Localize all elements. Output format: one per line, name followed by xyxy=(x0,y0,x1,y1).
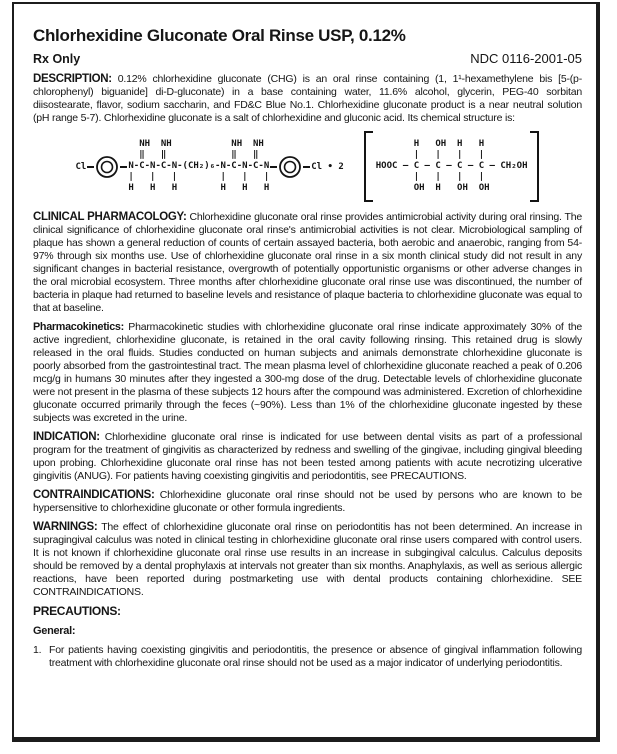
contraindications-heading: CONTRAINDICATIONS: xyxy=(33,489,155,501)
gluconate-structure xyxy=(364,131,540,202)
precautions-general xyxy=(33,625,582,638)
section-clinical-pharmacology xyxy=(33,211,582,315)
list-item-number: 1. xyxy=(33,644,42,656)
general-heading: General: xyxy=(33,625,76,637)
precaution-item-1 xyxy=(33,644,582,670)
page-title: Chlorhexidine Gluconate Oral Rinse USP, 0.12% xyxy=(33,26,406,45)
section-precautions xyxy=(33,605,582,619)
benzene-ring-icon xyxy=(278,155,302,179)
chemical-structure-diagram xyxy=(33,131,582,202)
biguanide-chain-formula: NH NH NH NH ‖ ‖ ‖ ‖ N-C-N-C-N-(CH₂)₆-N-C-N-C-N | | | | | | H H H H H H xyxy=(128,139,270,193)
gluconic-acid-formula: H OH H H | | | | HOOC — C — C — C — C — CH₂OH | | | | OH H OH OH xyxy=(375,139,528,193)
indication-body: Chlorhexidine gluconate oral rinse is indicated for use between dental visits as part of a professional program for the treatment of gingivitis as characterized by redness and swelling of the gingivae, including gingival bleeding upon probing. Chlorhexidine gluconate oral rinse has not been tested among patients with acute necrotizing ulcerative gingivitis (ANUG). For patients having coexisting gingivitis and periodontitis, see PRECAUTIONS. xyxy=(33,431,582,482)
warnings-heading: WARNINGS: xyxy=(33,521,98,533)
indication-heading: INDICATION: xyxy=(33,431,100,443)
list-item-text: For patients having coexisting gingivitis and periodontitis, the presence or absence of gingival inflammation following treatment with chlorhexidine gluconate oral rinse should not be used as a major indicator of underlying periodontitis. xyxy=(49,644,582,669)
bond-line xyxy=(120,166,127,168)
bond-line xyxy=(270,166,277,168)
chlorine-multiplier-label: Cl • 2 xyxy=(311,161,344,172)
subheader-row xyxy=(33,51,582,66)
section-contraindications xyxy=(33,489,582,515)
chlorine-label-left: Cl xyxy=(75,161,87,172)
pharmacokinetics-body: Pharmacokinetic studies with chlorhexidine gluconate oral rinse indicate approximately 30% of the active ingredient, chlorhexidine gluconate, is retained in the oral cavity following rinsing. This retained drug is slowly released in the oral fluids. Studies conducted on human subjects and animals demonstrate chlorhexidine gluconate is poorly absorbed from the gastrointestinal tract. The mean plasma level of chlorhexidine gluconate reached a peak of 0.206 mcg/g in humans 30 minutes after they ingested a 300-mg dose of the drug. Detectable levels of chlorhexidine gluconate were not present in the plasma of these subjects 12 hours after the compound was administered. Excretion of chlorhexidine gluconate occurred primarily through the feces (~90%). Less than 1% of the chlorhexidine gluconate ingested by these subjects was excreted in the urine. xyxy=(33,321,582,424)
section-warnings xyxy=(33,521,582,599)
benzene-ring-icon xyxy=(95,155,119,179)
contraindications-body: Chlorhexidine gluconate oral rinse should not be used by persons who are known to be hypersensitive to chlorhexidine gluconate or other formula ingredients. xyxy=(33,489,582,514)
ndc-code: NDC 0116-2001-05 xyxy=(470,51,582,66)
description-body: 0.12% chlorhexidine gluconate (CHG) is an oral rinse containing (1, 1¹-hexamethylene bis [5-(p-chlorophenyl) biguanide] di-D-gluconate) in a base containing water, 11.6% alcohol, glycerin, PEG-40 sorbitan diisostearate, flavor, sodium saccharin, and FD&C Blue No.1. Chlorhexidine gluconate product is a near neutral solution (pH range 5-7). Chlorhexidine gluconate is a salt of chlorhexidine and gluconic acid. Its chemical structure is: xyxy=(33,73,582,124)
warnings-body: The effect of chlorhexidine gluconate oral rinse on periodontitis has not been determined. An increase in supragingival calculus was noted in clinical testing in chlorhexidine gluconate oral rinse users compared with control users. It is not known if chlorhexidine gluconate oral rinse use results in an increase in subgingival calculus. Calculus deposits should be removed by a dental prophylaxis at intervals not greater than six months. Anaphylaxis, as well as serious allergic reactions, have been reported during postmarketing use with dental products containing chlorhexidine. SEE CONTRAINDICATIONS. xyxy=(33,521,582,598)
chlorhexidine-structure xyxy=(76,139,344,194)
bond-line xyxy=(303,166,310,168)
clinical-pharmacology-body: Chlorhexidine gluconate oral rinse provides antimicrobial activity during oral rinsing. The clinical significance of chlorhexidine gluconate oral rinse's antimicrobial activities is not clear. Microbiological sampling of plaque has shown a general reduction of counts of certain assayed bacteria, both aerobic and anaerobic, ranging from 54-97% through six months use. Use of chlorhexidine gluconate oral rinse in a six month clinical study did not result in any significant changes in bacterial resistance, overgrowth of potentially opportunistic organisms or other adverse changes in the oral microbial ecosystem. Three months after chlorhexidine gluconate oral rinse use was discontinued, the number of bacteria in plaque had returned to baseline levels and resistance of plaque bacteria to chlorhexidine gluconate was equal to that at baseline. xyxy=(33,211,582,314)
section-indication xyxy=(33,431,582,483)
clinical-pharmacology-heading: CLINICAL PHARMACOLOGY: xyxy=(33,211,187,223)
drug-label-document xyxy=(12,2,600,742)
section-pharmacokinetics xyxy=(33,321,582,425)
precautions-heading: PRECAUTIONS: xyxy=(33,604,121,618)
rx-only-label: Rx Only xyxy=(33,52,81,66)
pharmacokinetics-heading: Pharmacokinetics: xyxy=(33,321,124,333)
bond-line xyxy=(87,166,94,168)
description-heading: DESCRIPTION: xyxy=(33,73,112,85)
section-description xyxy=(33,73,582,125)
